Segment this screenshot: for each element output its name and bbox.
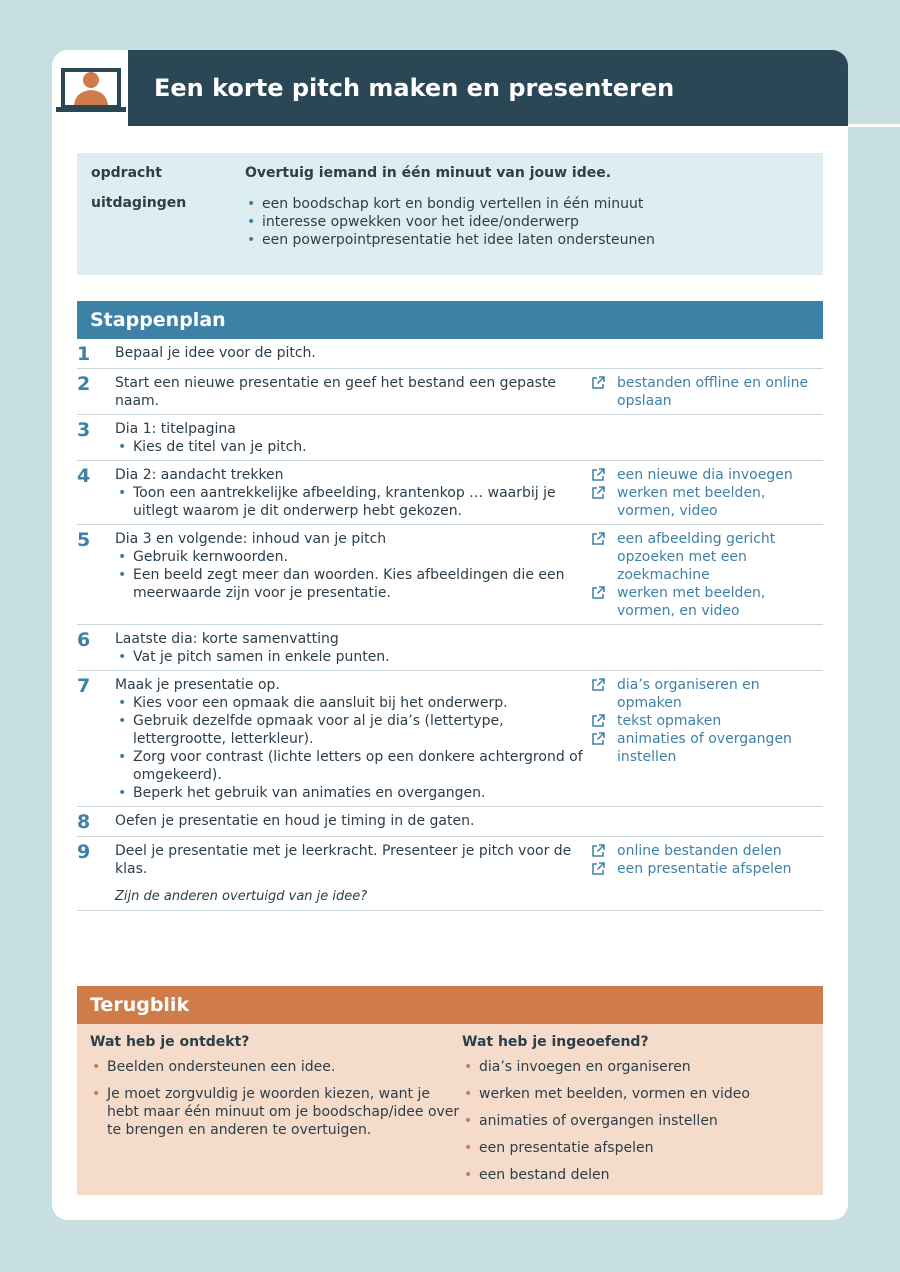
- reference-link[interactable]: [591, 530, 823, 584]
- challenges-list: [245, 195, 655, 249]
- step-bullet: • Gebruik dezelfde opmaak voor al je dia’s (lettertype, lettergrootte, letterkleur).: [115, 712, 589, 748]
- title-bar: [128, 50, 848, 126]
- step-bullet: • Een beeld zegt meer dan woorden. Kies afbeeldingen die een meerwaarde zijn voor je presentatie.: [115, 566, 589, 602]
- step-bullet: • Beperk het gebruik van animaties en overgangen.: [115, 784, 589, 802]
- practiced-item: • een presentatie afspelen: [462, 1139, 834, 1157]
- step-text: Dia 2: aandacht trekken: [115, 467, 284, 483]
- reference-link-label: een presentatie afspelen: [617, 861, 792, 877]
- discovered-item: • Je moet zorgvuldig je woorden kiezen, want je hebt maar één minuut om je boodschap/idee over te brengen en anderen te overtuigen.: [90, 1085, 462, 1139]
- reference-link-label: een afbeelding gericht opzoeken met een zoekmachine: [617, 531, 776, 583]
- step-bullet: • Gebruik kernwoorden.: [115, 548, 589, 566]
- step-row: [77, 837, 823, 911]
- step-text: Maak je presentatie op.: [115, 677, 280, 693]
- reference-link-label: bestanden offline en online opslaan: [617, 375, 809, 409]
- step-content: [115, 676, 589, 802]
- reference-link[interactable]: [591, 584, 823, 620]
- reference-link[interactable]: [591, 484, 823, 520]
- step-links: [589, 374, 823, 410]
- step-bullet: • Toon een aantrekkelijke afbeelding, krantenkop … waarbij je uitlegt waarom je dit onderwerp hebt gekozen.: [115, 484, 589, 520]
- step-text: Laatste dia: korte samenvatting: [115, 631, 339, 647]
- reference-link-label: een nieuwe dia invoegen: [617, 467, 793, 483]
- step-links: [589, 420, 823, 456]
- steps-list: [77, 339, 823, 911]
- step-links: [589, 344, 823, 364]
- step-bullet: • Vat je pitch samen in enkele punten.: [115, 648, 589, 666]
- step-note: Zijn de anderen overtuigd van je idee?: [115, 889, 368, 904]
- reference-link-label: tekst opmaken: [617, 713, 722, 729]
- step-content: [115, 344, 589, 364]
- step-row: [77, 671, 823, 807]
- external-link-icon: [591, 842, 617, 860]
- step-links: [589, 530, 823, 620]
- step-row: [77, 525, 823, 625]
- practiced-item: • animaties of overgangen instellen: [462, 1112, 834, 1130]
- reference-link[interactable]: [591, 466, 823, 484]
- review-body: [77, 1024, 823, 1195]
- step-number: 2: [77, 373, 91, 395]
- external-link-icon: [591, 530, 617, 584]
- step-links: [589, 466, 823, 520]
- practiced-item: • een bestand delen: [462, 1166, 834, 1184]
- reference-link-label: werken met beelden, vormen, video: [617, 485, 766, 519]
- step-number: 3: [77, 419, 91, 441]
- reference-link[interactable]: [591, 676, 823, 712]
- step-text: Dia 1: titelpagina: [115, 421, 236, 437]
- step-bullet: • Kies de titel van je pitch.: [115, 438, 589, 456]
- reference-link[interactable]: [591, 860, 823, 878]
- external-link-icon: [591, 676, 617, 712]
- reference-link[interactable]: [591, 730, 823, 766]
- step-content: [115, 530, 589, 620]
- worksheet-card: [52, 50, 848, 1220]
- challenge-item: • een powerpointpresentatie het idee laten ondersteunen: [245, 231, 655, 249]
- steps-header: Stappenplan: [77, 301, 823, 339]
- assignment-label: opdracht: [91, 165, 162, 181]
- external-link-icon: [591, 584, 617, 620]
- assignment-text: Overtuig iemand in één minuut van jouw idee.: [245, 165, 612, 181]
- page-title: Een korte pitch maken en presenteren: [154, 74, 675, 102]
- challenge-item: • interesse opwekken voor het idee/onderwerp: [245, 213, 655, 231]
- external-link-icon: [591, 374, 617, 410]
- step-content: [115, 374, 589, 410]
- reference-link-label: online bestanden delen: [617, 843, 782, 859]
- external-link-icon: [591, 712, 617, 730]
- reference-link[interactable]: [591, 712, 823, 730]
- challenge-item: • een boodschap kort en bondig vertellen in één minuut: [245, 195, 655, 213]
- step-bullet: • Zorg voor contrast (lichte letters op een donkere achtergrond of omgekeerd).: [115, 748, 589, 784]
- presenter-icon: [52, 50, 128, 126]
- step-text: Bepaal je idee voor de pitch.: [115, 345, 316, 361]
- external-link-icon: [591, 860, 617, 878]
- step-number: 9: [77, 841, 91, 863]
- practiced-column: [462, 1034, 834, 1185]
- step-text: Start een nieuwe presentatie en geef het bestand een gepaste naam.: [115, 375, 557, 409]
- step-row: [77, 369, 823, 415]
- external-link-icon: [591, 484, 617, 520]
- external-link-icon: [591, 730, 617, 766]
- practiced-item: • dia’s invoegen en organiseren: [462, 1058, 834, 1076]
- step-number: 1: [77, 343, 91, 365]
- reference-link-label: dia’s organiseren en opmaken: [617, 677, 760, 711]
- reference-link[interactable]: [591, 842, 823, 860]
- step-text: Dia 3 en volgende: inhoud van je pitch: [115, 531, 387, 547]
- practiced-title: Wat heb je ingeoefend?: [462, 1034, 649, 1050]
- step-content: [115, 466, 589, 520]
- step-links: [589, 676, 823, 802]
- step-number: 4: [77, 465, 91, 487]
- step-content: [115, 842, 589, 906]
- step-number: 5: [77, 529, 91, 551]
- reference-link[interactable]: [591, 374, 823, 410]
- external-link-icon: [591, 466, 617, 484]
- step-content: [115, 420, 589, 456]
- challenges-label: uitdagingen: [91, 195, 187, 211]
- decorative-line: [848, 124, 900, 127]
- step-content: [115, 630, 589, 666]
- step-links: [589, 812, 823, 832]
- step-text: Oefen je presentatie en houd je timing in de gaten.: [115, 813, 475, 829]
- step-links: [589, 630, 823, 666]
- step-content: [115, 812, 589, 832]
- step-row: [77, 339, 823, 369]
- step-number: 7: [77, 675, 91, 697]
- review-header: Terugblik: [77, 986, 823, 1024]
- discovered-column: [90, 1034, 462, 1185]
- discovered-item: • Beelden ondersteunen een idee.: [90, 1058, 462, 1076]
- step-number: 8: [77, 811, 91, 833]
- step-text: Deel je presentatie met je leerkracht. Presenteer je pitch voor de klas.: [115, 843, 572, 877]
- reference-link-label: werken met beelden, vormen, en video: [617, 585, 766, 619]
- discovered-title: Wat heb je ontdekt?: [90, 1034, 250, 1050]
- step-number: 6: [77, 629, 91, 651]
- step-row: [77, 807, 823, 837]
- step-row: [77, 461, 823, 525]
- step-bullet: • Kies voor een opmaak die aansluit bij het onderwerp.: [115, 694, 589, 712]
- task-box: [77, 153, 823, 275]
- step-row: [77, 625, 823, 671]
- practiced-item: • werken met beelden, vormen en video: [462, 1085, 834, 1103]
- step-links: [589, 842, 823, 906]
- reference-link-label: animaties of overgangen instellen: [617, 731, 792, 765]
- step-row: [77, 415, 823, 461]
